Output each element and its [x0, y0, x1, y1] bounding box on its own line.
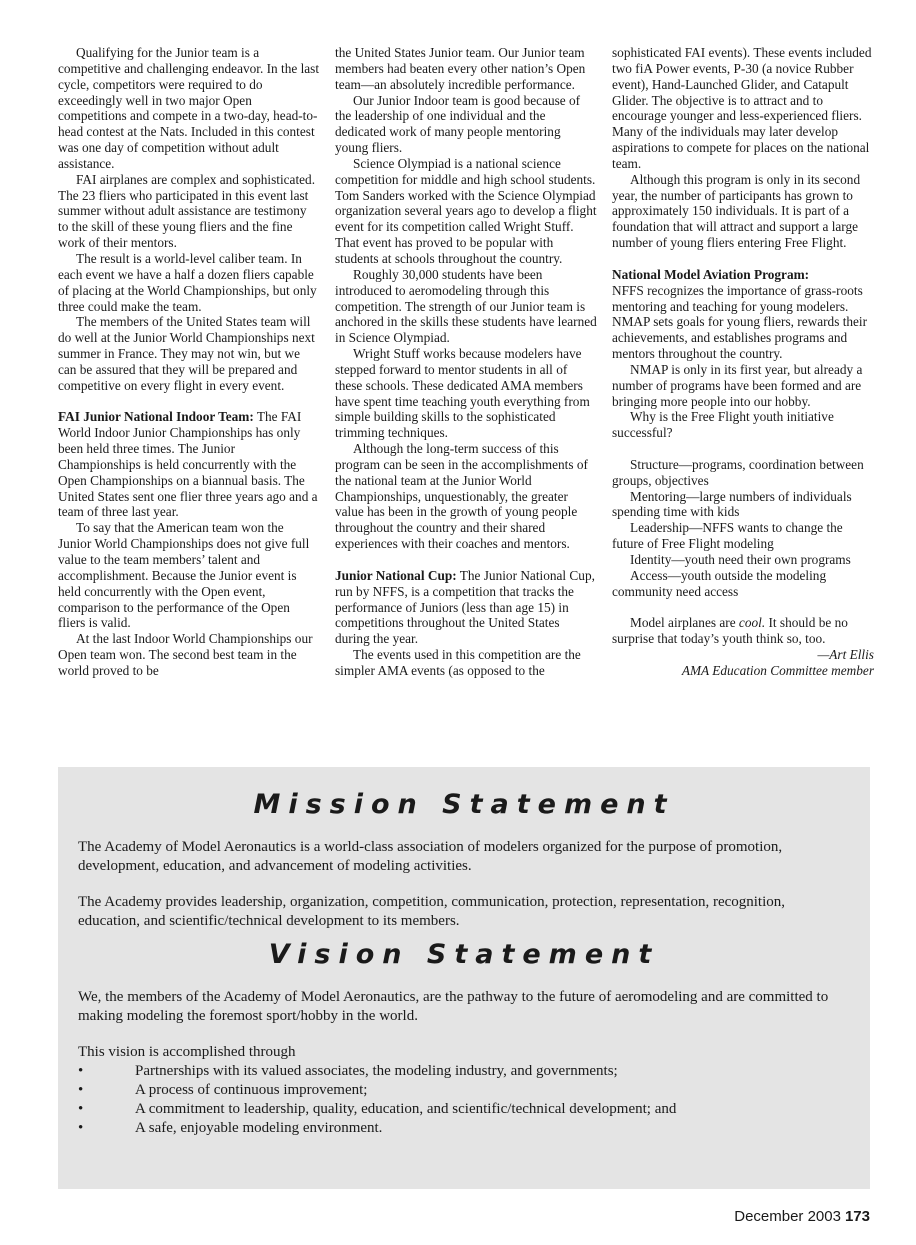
bullet-icon: • — [78, 1120, 84, 1136]
paragraph: Our Junior Indoor team is good because of the leadership of one individual and the dedicated work of many people mentoring young fliers. — [335, 92, 581, 156]
article-column-1 — [58, 45, 320, 679]
bullet-icon: • — [78, 1063, 84, 1079]
bullet-item: • A process of continuous improvement; — [78, 1082, 368, 1098]
paragraph: Roughly 30,000 students have been introduced to aeromodeling through this competition. The strength of our Junior team is anchored in the skills these students have learned in Science Olympiad. — [335, 266, 597, 346]
list-item: Structure—programs, coordination between groups, objectives — [612, 456, 864, 488]
vision-paragraph: We, the members of the Academy of Model Aeronautics, are the pathway to the future of aeromodeling and are committed to making modeling the foremost sport/hobby in the world. — [78, 989, 829, 1024]
mission-title: Mission Statement — [253, 789, 675, 820]
bullet-item: • Partnerships with its valued associates, the modeling industry, and governments; — [78, 1063, 618, 1079]
paragraph: Qualifying for the Junior team is a competitive and challenging endeavor. In the last cycle, competitors were required to do exceedingly well in two major Open competitions and compete in a two-day, head-to-head contest at the Nats. Included in this contest was one day of competition without adult assistance. — [58, 45, 320, 171]
bullet-item: • A commitment to leadership, quality, education, and scientific/technical development; and — [78, 1101, 677, 1117]
paragraph: sophisticated FAI events). These events included two fiA Power events, P-30 (a novice Rubber event), Hand-Launched Glider, and Catapult Glider. The objective is to attract and to encourage younger and less-experienced fliers. Many of the individuals may later develop aspirations to compete for places on the national team. — [612, 45, 872, 171]
list-item: Leadership—NFFS wants to change the future of Free Flight modeling — [612, 520, 843, 552]
vision-title: Vision Statement — [268, 939, 660, 970]
paragraph: To say that the American team won the Junior World Championships does not give full value to the team members’ talent and accomplishment. Because the Junior event is held concurrently with the Open event, comparison to the performance of the Open fliers is valid. — [58, 520, 310, 631]
mission-paragraph: The Academy of Model Aeronautics is a world-class association of modelers organized for the purpose of promotion, development, education, and advancement of modeling activities. — [78, 839, 783, 874]
closing-paragraph: Model airplanes are cool. It should be no surprise that today’s youth think so, too. — [612, 615, 848, 647]
paragraph: The result is a world-level caliber team. In each event we have a half a dozen fliers capable of placing at the World Championships, but only three could make the team. — [58, 250, 317, 314]
bullet-icon: • — [78, 1082, 84, 1098]
issue-date: December 2003 — [734, 1208, 841, 1225]
paragraph: Science Olympiad is a national science competition for middle and high school students. Tom Sanders worked with the Science Olympiad organization several years ago to develop a flight event for its competition called Wright Stuff. That event has proved to be popular with students at schools throughout the country. — [335, 155, 597, 266]
paragraph: The events used in this competition are the simpler AMA events (as opposed to the — [335, 647, 581, 678]
paragraph: The members of the United States team will do well at the Junior World Championships next summer in France. They may not win, but we can be assured that they will be prepared and competitive on every flight in every event. — [58, 314, 315, 393]
paragraph: FAI airplanes are complex and sophisticated. The 23 fliers who participated in this event last summer without adult assistance are testimony to the skill of these young fliers and the fine work of their mentors. — [58, 171, 316, 251]
page-footer — [734, 1208, 870, 1225]
mission-vision-box — [58, 767, 870, 1189]
bullet-item: • A safe, enjoyable modeling environment. — [78, 1120, 383, 1136]
paragraph: Why is the Free Flight youth initiative successful? — [612, 409, 834, 441]
signature-name: —Art Ellis — [817, 647, 874, 663]
section-heading: National Model Aviation Program: — [612, 266, 810, 282]
list-item: Mentoring—large numbers of individuals spending time with kids — [612, 488, 852, 520]
list-item: Access—youth outside the modeling community need access — [612, 567, 827, 599]
bullet-icon: • — [78, 1101, 84, 1117]
section-heading: FAI Junior National Indoor Team: — [58, 409, 254, 425]
paragraph: NFFS recognizes the importance of grass-roots mentoring and teaching for young modelers. NMAP sets goals for young fliers, rewards their achievements, and establishes programs and mentors throughout the country. — [612, 282, 868, 362]
vision-paragraph: This vision is accomplished through — [78, 1044, 296, 1060]
section-heading: Junior National Cup: — [335, 567, 457, 583]
paragraph: the United States Junior team. Our Junior team members had beaten every other nation’s Open team—an absolutely incredible performance. — [335, 45, 586, 92]
paragraph: At the last Indoor World Championships our Open team won. The second best team in the world proved to be — [58, 631, 313, 678]
vision-bullet-list — [58, 1062, 870, 1138]
paragraph: NMAP is only in its first year, but already a number of programs have been formed and are bringing more people into our hobby. — [612, 361, 863, 409]
paragraph: FAI Junior National Indoor Team: The FAI World Indoor Junior Championships has only been held three times. The Junior Championships is held concurrently with the Open Championships on a biannual basis. The United States sent one flier three years ago and a team of three last year. — [58, 409, 318, 520]
mission-paragraph: The Academy provides leadership, organization, competition, communication, protection, representation, recognition, education, and scientific/technical development to its members. — [78, 894, 786, 929]
paragraph: Although this program is only in its second year, the number of participants has grown to approximately 150 individuals. It is part of a foundation that will attract and support a large number of young fliers entering Free Flight. — [612, 171, 861, 251]
article-column-2 — [335, 45, 597, 679]
paragraph: Wright Stuff works because modelers have stepped forward to mentor students in all of these schools. These dedicated AMA members have spent time teaching youth everything from simple building skills to the sophisticated trimming techniques. — [335, 346, 590, 441]
list-item: Identity—youth need their own programs — [630, 552, 851, 567]
signature-title: AMA Education Committee member — [681, 662, 874, 678]
page-number: 173 — [844, 1208, 870, 1225]
paragraph: Although the long-term success of this program can be seen in the accomplishments of the national team at the Junior World Championships, unquestionably, the greater value has been in the growth of young people throughout the country and their shared experiences with their coaches and mentors. — [335, 441, 588, 552]
paragraph: Junior National Cup: The Junior National Cup, run by NFFS, is a competition that tracks the performance of Juniors (less than age 15) in competitions throughout the United States during the year. — [335, 567, 595, 647]
article-column-3 — [612, 45, 874, 679]
